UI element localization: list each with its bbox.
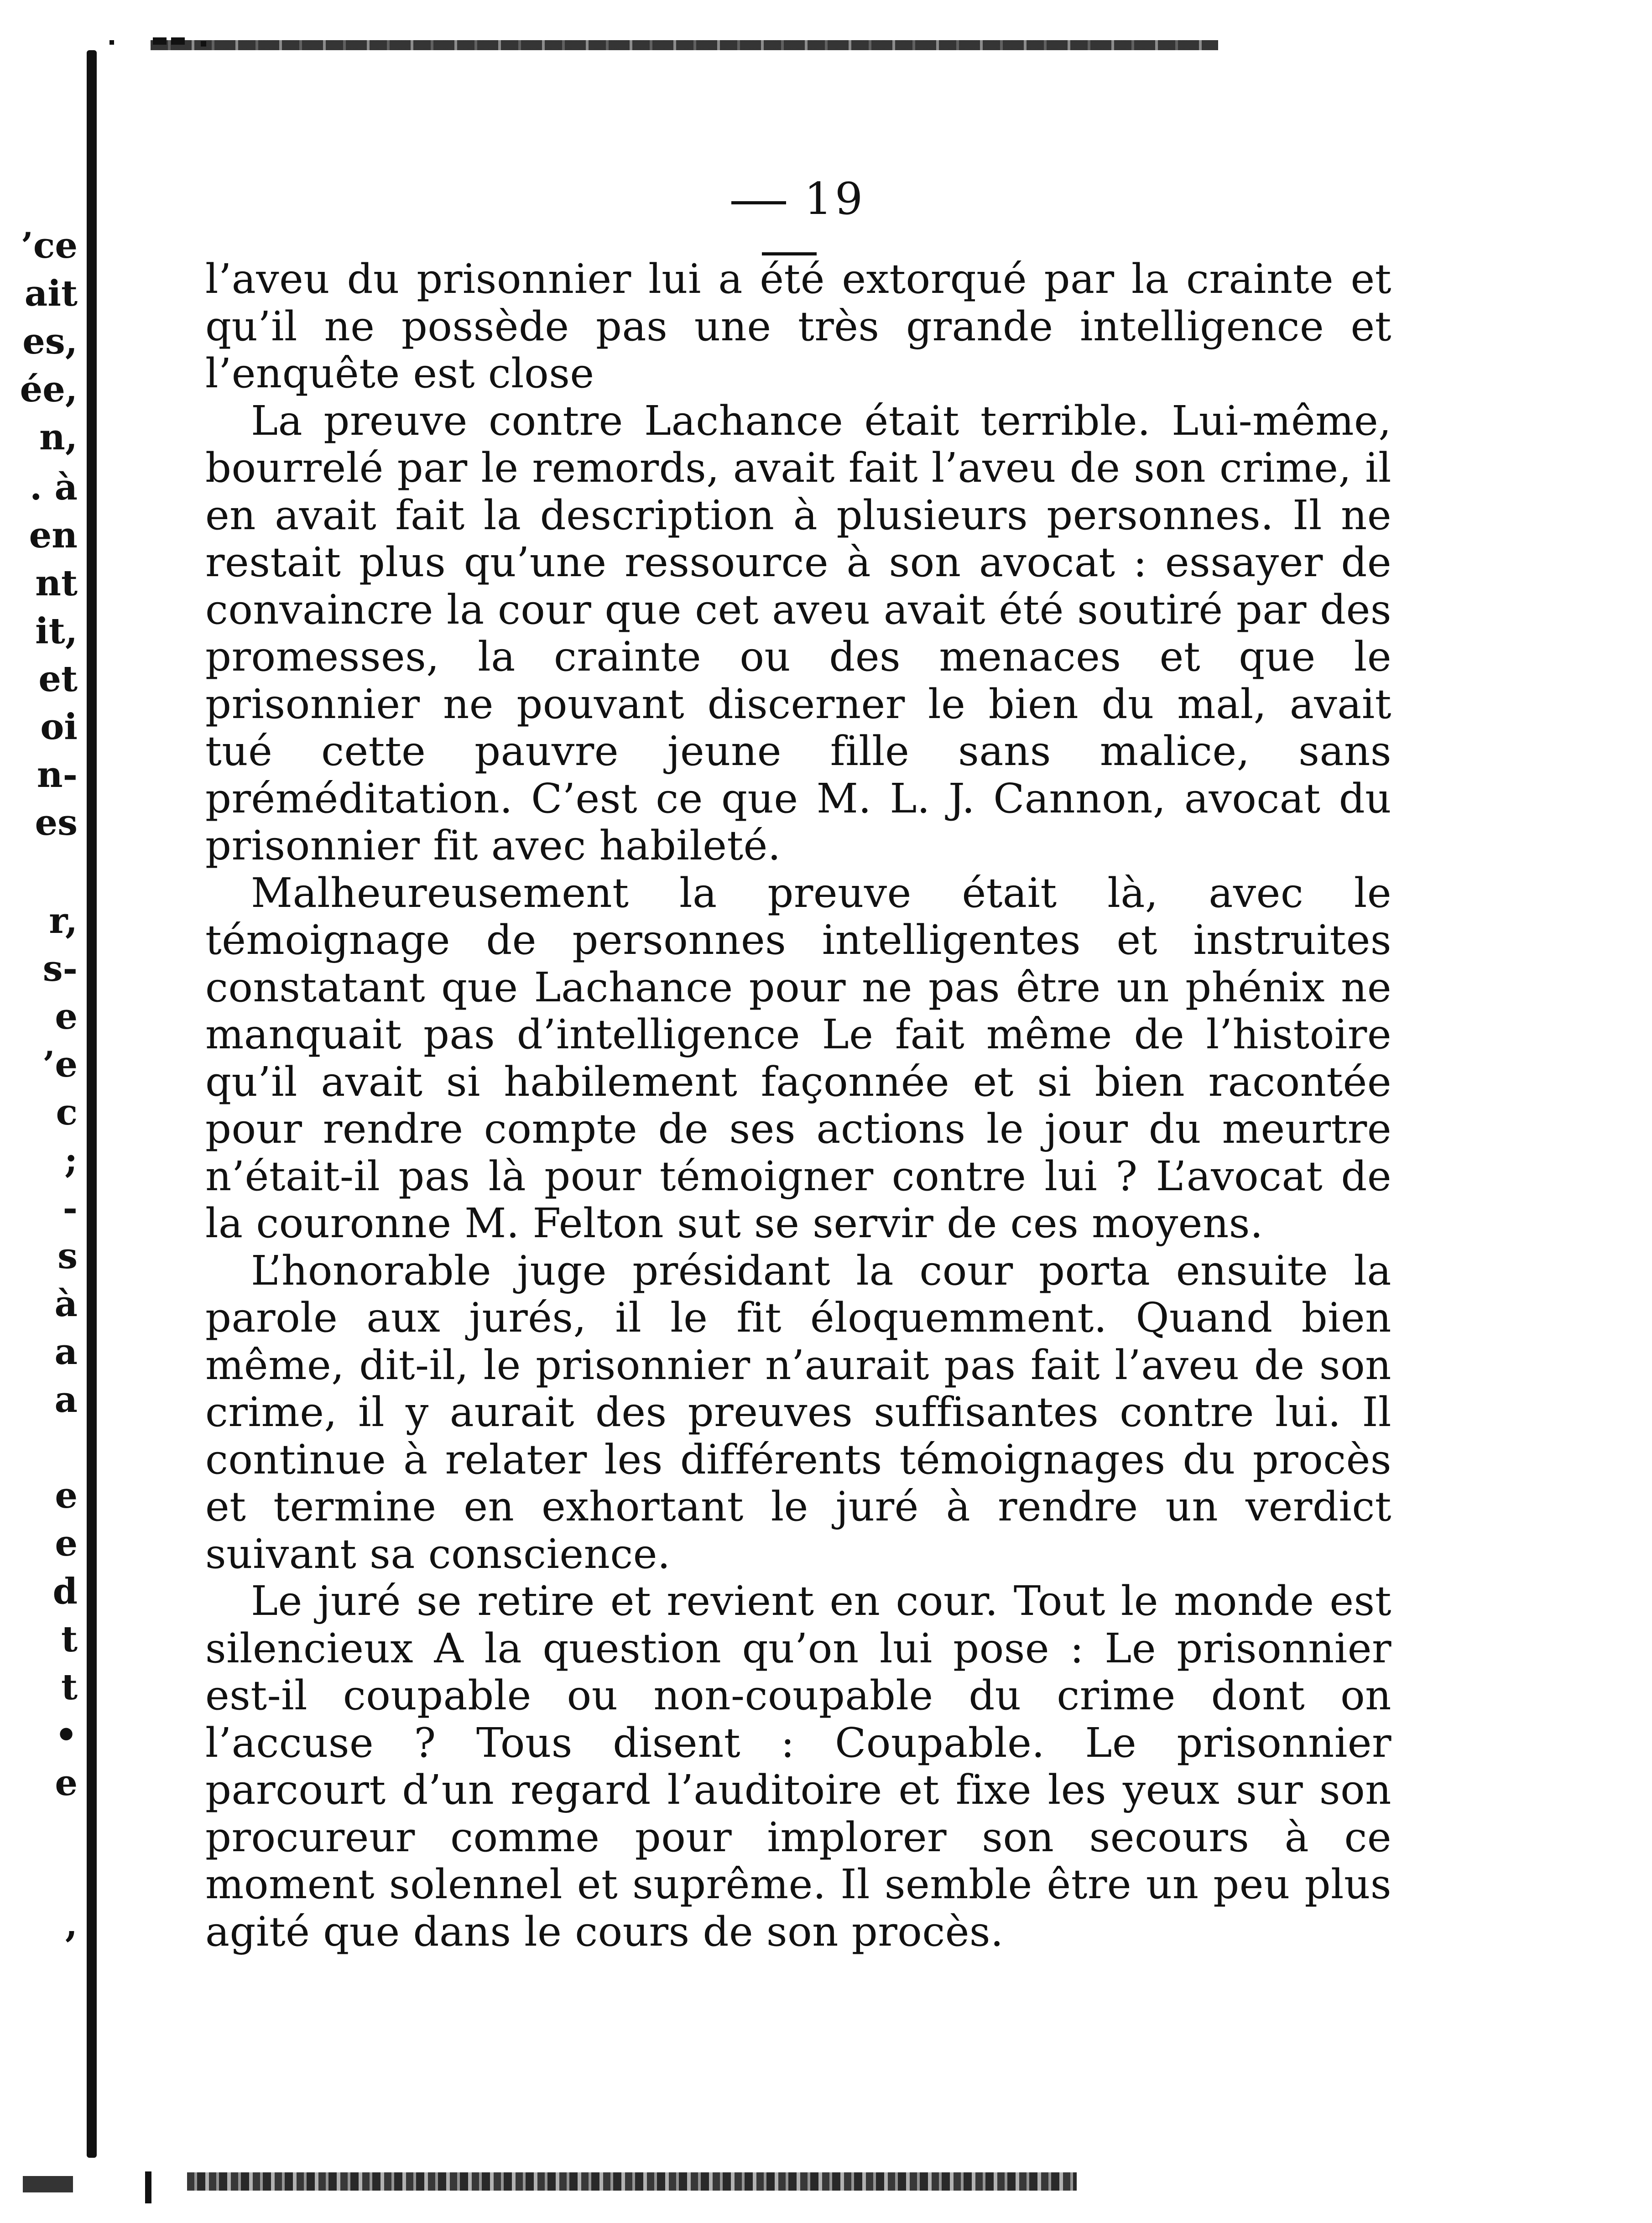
margin-fragment: es [35, 802, 78, 843]
margin-fragment: a [54, 1379, 78, 1421]
margin-fragment: ; [64, 1140, 78, 1181]
margin-fragment: es, [22, 321, 78, 362]
scan-artifact-bottom-tick [145, 2171, 151, 2203]
margin-fragment: c [56, 1092, 78, 1133]
margin-fragment: , [65, 1904, 78, 1945]
margin-fragment: ée, [20, 369, 78, 410]
margin-fragment: e [55, 996, 78, 1037]
margin-fragment: n, [39, 416, 78, 458]
margin-fragment: • [55, 1714, 78, 1756]
margin-fragment: ait [24, 273, 78, 314]
body-text [205, 255, 1391, 1955]
paragraph-1: l’aveu du prisonnier lui a été extorqué par la crainte et qu’il ne possède pas une très grande intelligence et l’enquête est close [205, 255, 1391, 397]
margin-fragment: d [52, 1571, 78, 1612]
margin-fragment: - [63, 1187, 78, 1229]
margin-fragment: r, [49, 900, 78, 942]
margin-fragment: s [57, 1235, 78, 1277]
margin-fragment: s- [42, 948, 78, 989]
margin-fragment: et [38, 658, 78, 700]
paragraph-2: La preuve contre Lachance était terrible. Lui-même, bourrelé par le remords, avait fait l’aveu de son crime, il en avait fait la description à plusieurs personnes. Il ne restait plus qu’une ressource à son avocat : essayer de convaincre la cour que cet aveu avait été soutiré par des promesses, la crainte ou des menaces et que le prisonnier ne pouvant discerner le bien du mal, avait tué cette pauvre jeune fille sans malice, sans préméditation. C’est ce que M. L. J. Cannon, avocat du prisonnier fit avec habileté. [205, 396, 1391, 869]
margin-fragment: à [54, 1283, 78, 1325]
previous-page-bleed [0, 0, 78, 2223]
margin-fragment: nt [35, 562, 78, 604]
page-number-text: 19 [804, 173, 866, 224]
margin-fragment: e [55, 1762, 78, 1804]
margin-fragment: a [54, 1331, 78, 1373]
paragraph-5: Le juré se retire et revient en cour. Tout le monde est silencieux A la question qu’on lui pose : Le prisonnier est-il coupable ou non-coupable du crime dont on l’accuse ? Tous disent : Coupable. Le prisonnier parcourt d’un regard l’auditoire et fixe les yeux sur son procureur comme pour implorer son secours à ce moment solennel et suprême. Il semble être un peu plus agité que dans le cours de son procès. [205, 1577, 1391, 1955]
scan-artifact-bottom-rule [187, 2172, 1077, 2191]
margin-fragment: t [61, 1666, 78, 1708]
binding-edge-line [87, 50, 97, 2158]
page-number-dash-left [731, 201, 786, 204]
margin-fragment: n- [36, 754, 78, 796]
margin-fragment: . à [30, 467, 78, 508]
margin-fragment: ’e [42, 1044, 78, 1085]
paragraph-3: Malheureusement la preuve était là, avec le témoignage de personnes intelligentes et instruites constatant que Lachance pour ne pas être un phénix ne manquait pas d’intelligence Le fait même de l’histoire qu’il avait si habilement façonnée et si bien racontée pour rendre compte de ses actions le jour du meurtre n’était-il pas là pour témoigner contre lui ? L’avocat de la couronne M. Felton sut se servir de ces moyens. [205, 869, 1391, 1247]
scan-artifact-specks [109, 36, 246, 50]
scan-artifact-top-rule [151, 40, 1218, 50]
margin-fragment: e [55, 1523, 78, 1564]
paragraph-4: L’honorable juge présidant la cour porta ensuite la parole aux jurés, il le fit éloquemment. Quand bien même, dit-il, le prisonnier n’aurait pas fait l’aveu de son crime, il y aurait des preuves suffisantes contre lui. Il continue à relater les différents témoignages du procès et termine en exhortant le juré à rendre un verdict suivant sa conscience. [205, 1246, 1391, 1577]
margin-fragment: t [61, 1619, 78, 1660]
margin-fragment: it, [35, 610, 78, 652]
margin-fragment: en [29, 515, 78, 556]
margin-fragment: oi [40, 706, 78, 748]
margin-fragment: ’ce [21, 225, 78, 266]
margin-fragment: e [55, 1475, 78, 1516]
